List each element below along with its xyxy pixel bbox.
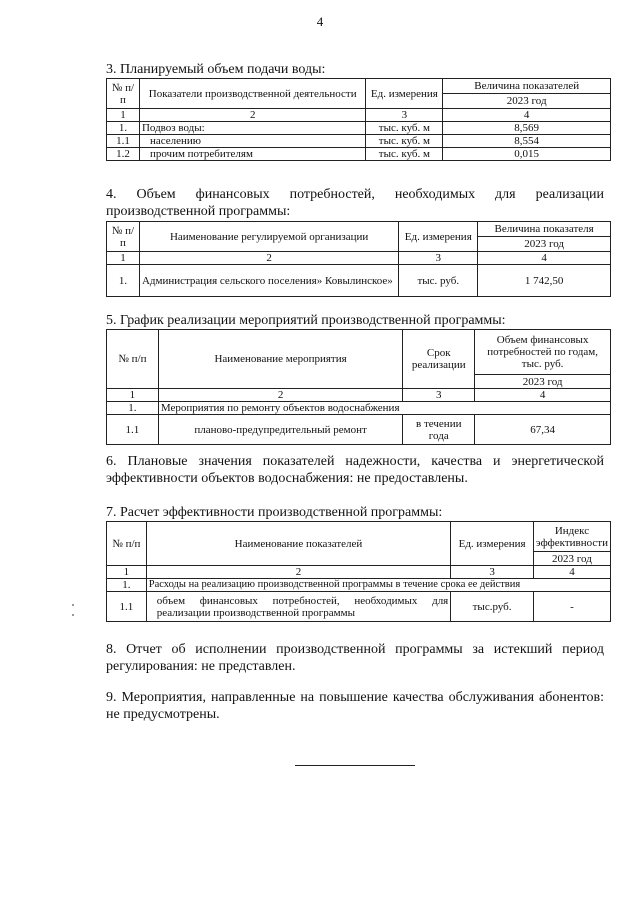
index-cell: 3 (399, 252, 478, 265)
header-num: № п/п (107, 330, 159, 389)
header-year: 2023 год (533, 552, 610, 566)
header-value: Индекс эффективности (533, 522, 610, 552)
row-name: объем финансовых потребностей, необходимых для реализации производственной программы (146, 592, 451, 622)
header-unit: Ед. измерения (399, 222, 478, 252)
index-cell: 4 (475, 389, 611, 402)
row-unit: тыс. куб. м (366, 122, 443, 135)
row-unit: тыс. руб. (399, 265, 478, 297)
table-row (107, 415, 611, 445)
scan-mark (72, 614, 74, 616)
index-cell: 3 (451, 566, 534, 579)
section-8-text: 8. Отчет об исполнении производственной программы за истекший период регулирования: не представлен. (106, 642, 604, 674)
row-value: 67,34 (475, 415, 611, 445)
row-num: 1.1 (107, 135, 140, 148)
group-num: 1. (107, 402, 159, 415)
row-num: 1.1 (107, 415, 159, 445)
index-cell: 1 (107, 566, 147, 579)
section-4-title-line2: производственной программы: (106, 204, 291, 219)
row-num: 1.2 (107, 148, 140, 161)
group-name: Расходы на реализацию производственной программы в течение срока ее действия (146, 579, 610, 592)
index-cell: 4 (533, 566, 610, 579)
row-unit: тыс.руб. (451, 592, 534, 622)
row-num: 1. (107, 122, 140, 135)
index-cell: 2 (146, 566, 451, 579)
row-num: 1. (107, 265, 140, 297)
row-unit: тыс. куб. м (366, 148, 443, 161)
efficiency-table (106, 521, 611, 622)
index-cell: 2 (158, 389, 402, 402)
row-num: 1.1 (107, 592, 147, 622)
signature-line (295, 765, 415, 766)
page-number: 4 (316, 14, 324, 29)
group-name: Мероприятия по ремонту объектов водоснабжения (158, 402, 610, 415)
header-name: Наименование регулируемой организации (139, 222, 398, 252)
row-value: 8,554 (443, 135, 611, 148)
group-num: 1. (107, 579, 147, 592)
row-value: 1 742,50 (478, 265, 611, 297)
header-name: Наименование мероприятия (158, 330, 402, 389)
schedule-table (106, 329, 611, 445)
header-value: Величина показателя (478, 222, 611, 237)
index-cell: 4 (478, 252, 611, 265)
header-name: Показатели производственной деятельности (139, 79, 366, 109)
row-name: планово-предупредительный ремонт (158, 415, 402, 445)
header-value: Величина показателей (443, 79, 611, 94)
table-row (107, 592, 611, 622)
scan-mark (72, 604, 74, 606)
table-row (107, 135, 611, 148)
header-year: 2023 год (478, 237, 611, 252)
index-cell: 2 (139, 252, 398, 265)
row-term: в течении года (403, 415, 475, 445)
header-name: Наименование показателей (146, 522, 451, 566)
row-name: Администрация сельского поселения» Ковылинское» (139, 265, 398, 297)
index-cell: 1 (107, 389, 159, 402)
section-9-text: 9. Мероприятия, направленные на повышение качества обслуживания абонентов: не предусмотрены. (106, 690, 604, 722)
table-row (107, 148, 611, 161)
section-3-title: 3. Планируемый объем подачи воды: (106, 62, 326, 77)
index-cell: 2 (139, 109, 366, 122)
header-num: № п/п (107, 222, 140, 252)
row-value: - (533, 592, 610, 622)
row-value: 8,569 (443, 122, 611, 135)
table-row (107, 122, 611, 135)
header-unit: Ед. измерения (366, 79, 443, 109)
header-value: Объем финансовых потребностей по годам, тыс. руб. (475, 330, 611, 375)
header-num: № п/п (107, 522, 147, 566)
section-4-title-line1: 4. Объем финансовых потребностей, необходимых для реализации (106, 187, 604, 202)
row-name: Подвоз воды: (139, 122, 366, 135)
table-group-row (107, 579, 611, 592)
row-name: прочим потребителям (139, 148, 366, 161)
row-name: населению (139, 135, 366, 148)
index-cell: 4 (443, 109, 611, 122)
section-5-title: 5. График реализации мероприятий производственной программы: (106, 313, 506, 328)
header-year: 2023 год (475, 375, 611, 389)
index-cell: 3 (366, 109, 443, 122)
row-unit: тыс. куб. м (366, 135, 443, 148)
table-row (107, 265, 611, 297)
water-supply-table (106, 78, 611, 161)
section-7-title: 7. Расчет эффективности производственной программы: (106, 505, 443, 520)
header-unit: Ед. измерения (451, 522, 534, 566)
table-group-row (107, 402, 611, 415)
index-cell: 1 (107, 109, 140, 122)
section-6-text: 6. Плановые значения показателей надежности, качества и энергетической эффективности объектов водоснабжения: не предоставлены. (106, 454, 604, 486)
header-year: 2023 год (443, 94, 611, 109)
index-cell: 3 (403, 389, 475, 402)
finance-table (106, 221, 611, 297)
header-term: Срок реализации (403, 330, 475, 389)
index-cell: 1 (107, 252, 140, 265)
row-value: 0,015 (443, 148, 611, 161)
header-num: № п/п (107, 79, 140, 109)
